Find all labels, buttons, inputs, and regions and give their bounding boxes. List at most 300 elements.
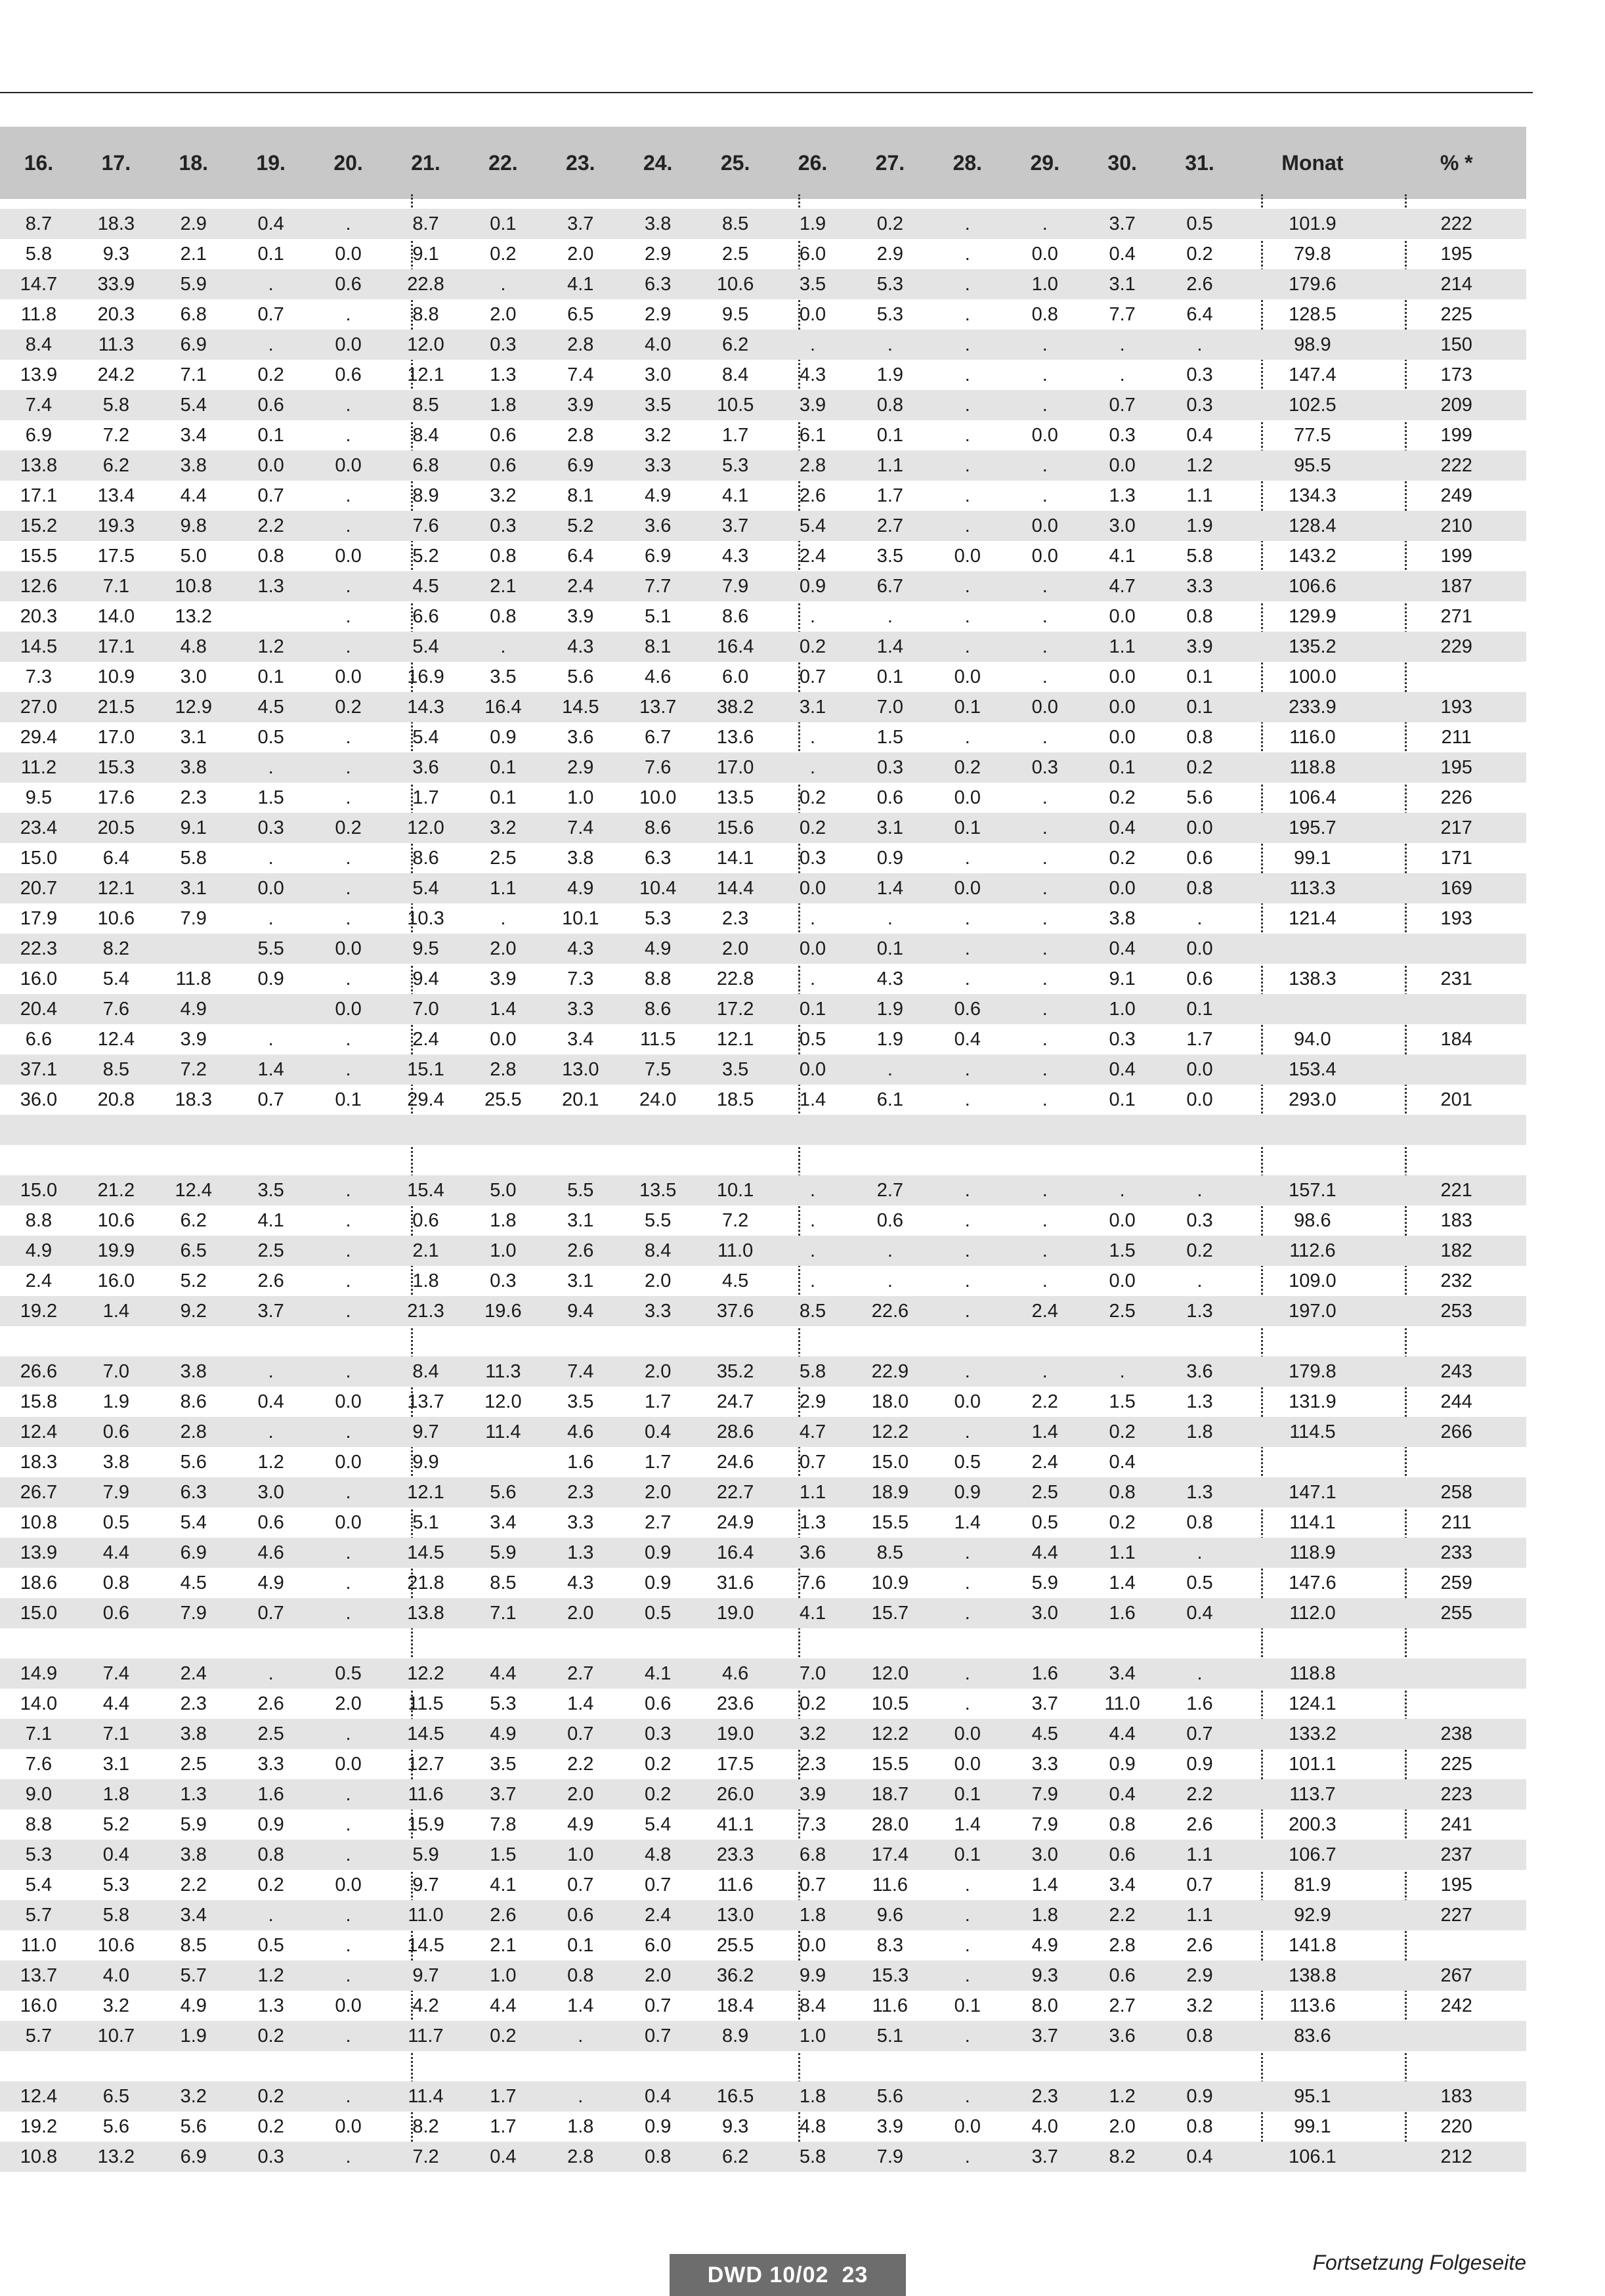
table-cell: 106.7 — [1289, 1844, 1337, 1865]
table-cell: 5.3 — [25, 1844, 53, 1865]
table-cell: 19.0 — [716, 1723, 754, 1744]
table-cell: 3.5 — [567, 1391, 594, 1412]
table-cell: 3.7 — [721, 515, 749, 536]
table-cell: 8.5 — [102, 1058, 130, 1080]
table-cell: 19.2 — [20, 2115, 58, 2137]
table-cell: 1.9 — [799, 213, 826, 234]
table-row — [0, 1085, 1526, 1115]
table-cell: 2.3 — [567, 1481, 594, 1503]
table-cell: 0.3 — [645, 1723, 672, 1744]
table-cell: 0.1 — [954, 1844, 981, 1865]
table-cell: 199 — [1440, 424, 1472, 446]
table-cell: . — [345, 1844, 351, 1865]
table-cell: 1.4 — [954, 1511, 981, 1533]
table-row — [0, 1658, 1526, 1689]
table-cell: 11.4 — [408, 2085, 444, 2107]
table-cell: 121.4 — [1289, 907, 1337, 929]
table-cell: 147.1 — [1289, 1481, 1337, 1503]
table-row — [0, 632, 1526, 662]
table-cell: 5.6 — [180, 2115, 207, 2137]
table-row — [0, 2021, 1526, 2051]
table-cell: 12.1 — [716, 1028, 754, 1050]
table-cell: 16.4 — [716, 1542, 754, 1563]
table-cell: 0.7 — [257, 1089, 284, 1110]
table-cell: 2.7 — [645, 1511, 672, 1533]
table-cell: 12.0 — [484, 1391, 522, 1412]
table-cell: 0.0 — [1109, 1209, 1136, 1231]
table-cell: 0.9 — [645, 2115, 672, 2137]
table-cell: 5.4 — [412, 726, 439, 748]
table-cell: 0.2 — [335, 696, 362, 718]
table-cell: 116.0 — [1289, 726, 1336, 748]
table-cell: 183 — [1440, 2085, 1472, 2107]
table-cell: 133.2 — [1289, 1723, 1337, 1744]
table-cell: 0.1 — [1186, 666, 1213, 687]
table-cell: 0.8 — [1109, 1813, 1136, 1835]
table-cell: 0.2 — [257, 1874, 284, 1895]
table-cell: 0.6 — [954, 998, 981, 1020]
table-cell: 2.9 — [799, 1391, 826, 1412]
table-cell: 26.6 — [20, 1360, 58, 1382]
table-cell: 0.3 — [1186, 394, 1213, 416]
table-cell: 0.8 — [490, 605, 517, 627]
table-cell: . — [1042, 1209, 1048, 1231]
table-cell: 0.0 — [799, 1058, 826, 1080]
table-cell: . — [1042, 1360, 1048, 1382]
table-cell: 6.8 — [799, 1844, 826, 1865]
table-cell: 0.0 — [1031, 696, 1058, 718]
table-cell: 11.0 — [1104, 1693, 1140, 1714]
table-cell: 8.1 — [645, 636, 672, 657]
header-cell: 19. — [256, 150, 286, 175]
table-cell: 16.4 — [716, 636, 754, 657]
table-cell: 7.6 — [412, 515, 439, 536]
table-cell: 20.7 — [20, 877, 58, 899]
table-cell: 14.5 — [562, 696, 599, 718]
table-cell: 13.5 — [639, 1179, 677, 1201]
header-cell: 16. — [24, 150, 54, 175]
table-cell: . — [345, 515, 351, 536]
table-cell: . — [345, 1028, 351, 1050]
table-cell: 9.5 — [412, 938, 439, 959]
table-cell: 15.4 — [407, 1179, 444, 1201]
table-cell: 3.3 — [645, 1300, 672, 1322]
table-cell: 1.5 — [257, 787, 284, 808]
table-cell: 9.3 — [102, 243, 130, 265]
table-cell: 3.4 — [180, 1904, 207, 1926]
table-cell: 8.4 — [412, 424, 439, 446]
table-cell: 0.0 — [1186, 1089, 1213, 1110]
table-cell: 2.4 — [567, 575, 594, 597]
table-cell: 1.7 — [876, 485, 904, 506]
table-cell: . — [345, 1240, 351, 1261]
table-row — [0, 360, 1526, 390]
table-cell: 169 — [1440, 877, 1472, 899]
table-row — [0, 1024, 1526, 1054]
table-cell: 3.5 — [799, 273, 826, 295]
table-cell: 267 — [1440, 1964, 1472, 1986]
table-cell: 0.2 — [1109, 787, 1136, 808]
table-cell: 12.2 — [407, 1662, 444, 1684]
table-cell: 35.2 — [716, 1360, 754, 1382]
table-cell: 13.7 — [20, 1964, 58, 1986]
table-cell: 0.2 — [490, 243, 517, 265]
table-cell: . — [345, 605, 351, 627]
table-cell: 4.5 — [1031, 1723, 1058, 1744]
table-cell: 11.7 — [408, 2025, 444, 2047]
table-cell: 38.2 — [716, 696, 754, 718]
table-row — [0, 2081, 1526, 2112]
table-cell: 0.0 — [1109, 454, 1136, 476]
table-row — [0, 541, 1526, 571]
header-cell: 30. — [1107, 150, 1137, 175]
table-cell: 0.4 — [257, 213, 284, 234]
table-cell: 0.1 — [490, 787, 517, 808]
table-cell: 2.0 — [490, 303, 517, 325]
table-cell: 0.4 — [1109, 1058, 1136, 1080]
table-cell: 2.4 — [799, 545, 826, 567]
table-cell: 5.2 — [102, 1813, 130, 1835]
table-cell: 24.9 — [716, 1511, 754, 1533]
table-cell: 3.7 — [567, 213, 594, 234]
table-cell: 4.2 — [412, 1995, 439, 2016]
table-cell: 15.0 — [20, 1179, 58, 1201]
table-cell: 12.4 — [20, 1421, 58, 1442]
table-cell: 214 — [1440, 273, 1472, 295]
table-cell: 0.5 — [1186, 213, 1213, 234]
table-cell: 3.1 — [876, 817, 904, 838]
table-cell: 195 — [1440, 1874, 1472, 1895]
table-cell: 15.3 — [871, 1964, 909, 1986]
table-cell: 26.0 — [716, 1783, 754, 1805]
table-cell: 2.7 — [1109, 1995, 1136, 2016]
table-cell: 3.5 — [257, 1179, 284, 1201]
table-cell: 1.4 — [1109, 1572, 1136, 1593]
table-cell: 5.4 — [102, 968, 130, 989]
table-cell: 0.4 — [645, 2085, 672, 2107]
table-cell: 2.8 — [567, 334, 594, 355]
table-cell: 4.1 — [257, 1209, 284, 1231]
table-cell: 7.4 — [567, 1360, 594, 1382]
table-cell: . — [964, 1360, 970, 1382]
table-cell: 4.0 — [1031, 2115, 1058, 2137]
table-cell: 0.9 — [1109, 1753, 1136, 1775]
table-cell: 8.4 — [645, 1240, 672, 1261]
table-cell: 0.0 — [335, 1995, 362, 2016]
table-cell: . — [964, 726, 970, 748]
table-cell: . — [345, 1300, 351, 1322]
table-cell: 98.9 — [1294, 334, 1331, 355]
table-cell: 0.5 — [102, 1511, 130, 1533]
table-cell: 8.4 — [721, 364, 749, 385]
table-cell: 195 — [1440, 756, 1472, 778]
table-cell: 2.8 — [567, 2146, 594, 2167]
table-cell: . — [345, 424, 351, 446]
table-cell: 209 — [1440, 394, 1472, 416]
table-cell: 0.4 — [1109, 817, 1136, 838]
table-cell: . — [964, 364, 970, 385]
table-row — [0, 1689, 1526, 1719]
table-cell: 11.8 — [20, 303, 57, 325]
table-cell: 0.0 — [335, 1753, 362, 1775]
table-cell: 15.9 — [407, 1813, 444, 1835]
table-cell: 2.4 — [25, 1270, 53, 1291]
table-cell: 0.0 — [1109, 605, 1136, 627]
table-cell: 5.1 — [645, 605, 672, 627]
table-cell: 15.2 — [20, 515, 58, 536]
table-cell: 128.5 — [1289, 303, 1337, 325]
table-cell: . — [345, 726, 351, 748]
table-cell: 17.5 — [97, 545, 135, 567]
table-cell: 0.1 — [799, 998, 826, 1020]
table-cell: 6.5 — [567, 303, 594, 325]
table-cell: 1.4 — [490, 998, 517, 1020]
table-cell: 24.7 — [716, 1391, 754, 1412]
table-row — [0, 964, 1526, 994]
table-cell: 3.5 — [721, 1058, 749, 1080]
table-cell: 1.0 — [490, 1964, 517, 1986]
table-cell: . — [345, 1270, 351, 1291]
table-cell: 6.7 — [645, 726, 672, 748]
table-cell: 7.5 — [645, 1058, 672, 1080]
table-cell: 3.6 — [1186, 1360, 1213, 1382]
table-cell: 2.2 — [180, 1874, 207, 1895]
table-cell: 0.0 — [954, 1391, 981, 1412]
table-cell: . — [964, 847, 970, 869]
table-cell: 0.8 — [876, 394, 904, 416]
table-cell: 3.2 — [1186, 1995, 1213, 2016]
table-row — [0, 783, 1526, 813]
table-cell: 0.9 — [645, 1542, 672, 1563]
table-cell: 102.5 — [1289, 394, 1337, 416]
table-cell: 5.0 — [180, 545, 207, 567]
table-cell: 24.0 — [639, 1089, 677, 1110]
table-cell: 6.2 — [721, 2146, 749, 2167]
table-cell: . — [345, 1602, 351, 1624]
table-cell: 138.8 — [1289, 1964, 1337, 1986]
table-cell: . — [268, 334, 274, 355]
table-cell: 0.9 — [645, 1572, 672, 1593]
table-cell: 5.8 — [799, 1360, 826, 1382]
header-cell: 26. — [798, 150, 828, 175]
table-cell: 1.3 — [567, 1542, 594, 1563]
table-cell: 21.5 — [97, 696, 135, 718]
table-cell: 0.0 — [799, 938, 826, 959]
table-cell: 253 — [1440, 1300, 1472, 1322]
table-cell: 2.1 — [490, 1934, 517, 1956]
table-cell: . — [1042, 636, 1048, 657]
table-cell: . — [887, 1240, 893, 1261]
table-cell: 20.3 — [20, 605, 58, 627]
table-cell: 0.8 — [1186, 726, 1213, 748]
table-cell: 0.1 — [257, 243, 284, 265]
table-cell: 2.5 — [257, 1723, 284, 1744]
table-cell: 9.1 — [180, 817, 207, 838]
table-cell: 4.0 — [102, 1964, 130, 1986]
table-cell: 150 — [1440, 334, 1472, 355]
table-cell: 3.4 — [1109, 1662, 1136, 1684]
table-cell: 4.9 — [567, 877, 594, 899]
table-cell: 11.6 — [408, 1783, 444, 1805]
table-cell: 157.1 — [1289, 1179, 1337, 1201]
table-cell: 255 — [1440, 1602, 1472, 1624]
table-cell: . — [964, 2085, 970, 2107]
table-cell: 0.4 — [645, 1421, 672, 1442]
table-cell: 2.7 — [567, 1662, 594, 1684]
table-cell: . — [809, 334, 816, 355]
table-cell: . — [964, 485, 970, 506]
table-cell: 0.4 — [1109, 1783, 1136, 1805]
table-cell: . — [964, 334, 970, 355]
table-cell: 7.0 — [412, 998, 439, 1020]
table-cell: . — [345, 968, 351, 989]
table-cell: 222 — [1440, 454, 1472, 476]
table-row — [0, 511, 1526, 541]
table-cell: 98.6 — [1294, 1209, 1331, 1231]
table-row — [0, 1719, 1526, 1749]
table-cell: 17.2 — [716, 998, 754, 1020]
table-cell: 0.1 — [954, 1995, 981, 2016]
table-cell: 16.0 — [20, 1995, 58, 2016]
table-cell: 12.1 — [407, 1481, 444, 1503]
table-cell: 3.0 — [180, 666, 207, 687]
table-cell: 9.4 — [567, 1300, 594, 1322]
table-cell: 94.0 — [1294, 1028, 1331, 1050]
table-cell: 2.2 — [567, 1753, 594, 1775]
table-cell: 4.7 — [1109, 575, 1136, 597]
table-cell: 16.5 — [716, 2085, 754, 2107]
table-row — [0, 239, 1526, 269]
table-cell: 1.3 — [180, 1783, 207, 1805]
table-cell: 2.6 — [1186, 1813, 1213, 1835]
header-cell: 22. — [488, 150, 518, 175]
table-cell: . — [1042, 907, 1048, 929]
table-cell: 211 — [1441, 726, 1472, 748]
table-cell: 7.1 — [490, 1602, 517, 1624]
table-cell: 0.2 — [257, 2115, 284, 2137]
table-cell: . — [1042, 968, 1048, 989]
table-cell: 2.3 — [799, 1753, 826, 1775]
table-cell: 5.7 — [25, 2025, 53, 2047]
table-cell: . — [964, 1572, 970, 1593]
table-cell: . — [268, 1421, 274, 1442]
table-row — [0, 1900, 1526, 1930]
table-cell: 3.3 — [257, 1753, 284, 1775]
table-cell: 113.7 — [1289, 1783, 1336, 1805]
table-cell: 6.3 — [645, 847, 672, 869]
table-cell: 12.0 — [407, 334, 444, 355]
table-cell: 226 — [1440, 787, 1472, 808]
table-cell: . — [964, 1209, 970, 1231]
table-cell: 101.1 — [1289, 1753, 1337, 1775]
table-cell: 14.3 — [407, 696, 444, 718]
table-row — [0, 330, 1526, 360]
table-cell: 8.6 — [645, 998, 672, 1020]
table-cell: 193 — [1440, 907, 1472, 929]
table-cell: 6.9 — [567, 454, 594, 476]
table-cell: 6.2 — [180, 1209, 207, 1231]
table-cell: 23.6 — [716, 1693, 754, 1714]
table-cell: 3.8 — [567, 847, 594, 869]
table-cell: . — [1042, 877, 1048, 899]
table-cell: 0.3 — [257, 2146, 284, 2167]
table-cell: 22.8 — [407, 273, 444, 295]
table-cell: 6.5 — [180, 1240, 207, 1261]
table-cell: 106.6 — [1289, 575, 1337, 597]
table-cell: 5.9 — [1031, 1572, 1058, 1593]
table-cell: 8.6 — [721, 605, 749, 627]
table-cell: 3.8 — [102, 1451, 130, 1473]
table-cell: 8.5 — [721, 213, 749, 234]
table-cell: 15.7 — [871, 1602, 909, 1624]
table-cell: 4.9 — [257, 1572, 284, 1593]
table-cell: 5.8 — [102, 1904, 130, 1926]
table-cell: 193 — [1440, 696, 1472, 718]
table-cell: 2.5 — [721, 243, 749, 265]
table-cell: 18.4 — [716, 1995, 754, 2016]
table-cell: 201 — [1440, 1089, 1472, 1110]
table-cell: 0.5 — [1186, 1572, 1213, 1593]
table-cell: 3.9 — [799, 394, 826, 416]
table-cell: 244 — [1440, 1391, 1472, 1412]
table-cell: . — [887, 605, 893, 627]
table-cell: . — [1042, 1240, 1048, 1261]
table-cell: . — [345, 636, 351, 657]
table-cell: 1.0 — [567, 1844, 594, 1865]
table-cell: 13.0 — [562, 1058, 599, 1080]
table-cell: 212 — [1440, 2146, 1472, 2167]
table-cell: 13.7 — [639, 696, 677, 718]
table-cell: 258 — [1440, 1481, 1472, 1503]
table-cell: 0.5 — [257, 726, 284, 748]
table-cell: 0.4 — [490, 2146, 517, 2167]
table-cell: 3.1 — [180, 726, 207, 748]
table-cell: 0.0 — [257, 877, 284, 899]
table-cell: 4.1 — [567, 273, 594, 295]
table-cell: 83.6 — [1294, 2025, 1331, 2047]
table-cell: 6.6 — [412, 605, 439, 627]
header-cell: 18. — [179, 150, 208, 175]
table-cell: . — [268, 1662, 274, 1684]
table-cell: 3.5 — [490, 666, 517, 687]
table-cell: 11.6 — [872, 1995, 909, 2016]
table-cell: 2.9 — [567, 756, 594, 778]
table-cell: 8.8 — [25, 1813, 53, 1835]
header-cell: 20. — [333, 150, 363, 175]
table-cell: 11.8 — [175, 968, 211, 989]
table-row — [0, 1356, 1526, 1387]
table-cell: 266 — [1440, 1421, 1472, 1442]
table-cell: 0.5 — [799, 1028, 826, 1050]
table-cell: 0.2 — [1109, 1511, 1136, 1533]
table-cell: 141.8 — [1289, 1934, 1337, 1956]
header-cell: 25. — [720, 150, 750, 175]
table-cell: 5.7 — [25, 1904, 53, 1926]
table-cell: . — [345, 1209, 351, 1231]
table-cell: 0.4 — [1109, 1451, 1136, 1473]
table-cell: 210 — [1440, 515, 1472, 536]
table-cell: 81.9 — [1294, 1874, 1331, 1895]
table-cell: 184 — [1440, 1028, 1472, 1050]
table-cell: . — [964, 2146, 970, 2167]
table-cell: 12.2 — [871, 1723, 909, 1744]
table-row — [0, 2142, 1526, 2172]
table-cell: 8.7 — [25, 213, 53, 234]
table-cell: 10.7 — [97, 2025, 135, 2047]
table-cell: 147.6 — [1289, 1572, 1337, 1593]
table-cell: 0.0 — [954, 1723, 981, 1744]
table-row — [0, 1296, 1526, 1326]
